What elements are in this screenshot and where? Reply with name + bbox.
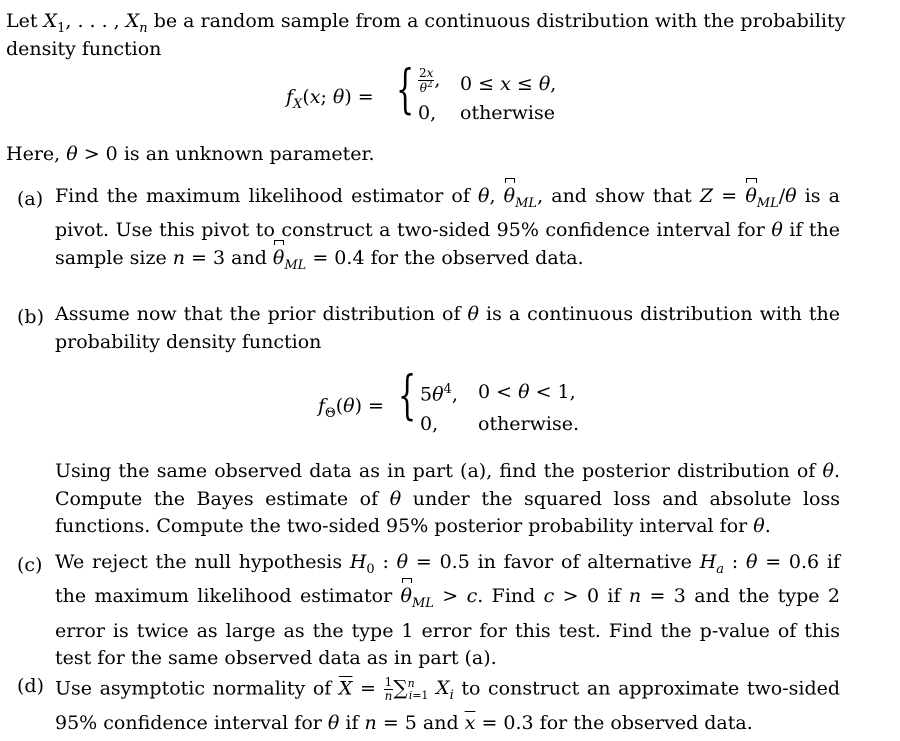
part-c-label: (c) bbox=[17, 554, 43, 576]
pdf-case2-condition: otherwise bbox=[460, 102, 555, 124]
part-c-text: We reject the null hypothesis $H_0$ : θ = 0.5 in favor of alternative $H_a$ : θ = 0.6 if the maximum likelihood estimator $\theta_{ML} > c$. Find c > 0 if n = 3 and the type 2 error is twice as large as the type 1 error for this test. Find the p-value of this test for the same observed data as in part (a). bbox=[55, 551, 841, 670]
here-line: Here, θ > 0 is an unknown parameter. bbox=[6, 143, 375, 165]
part-a-label: (a) bbox=[17, 188, 44, 210]
pdf-brace: { bbox=[396, 60, 415, 120]
part-b-text-2: Using the same observed data as in part (a), find the posterior distribution of θ. Compute the Bayes estimate of θ under the squared loss and absolute loss functions. Compute the two-sided 95% posterior probability interval for θ. bbox=[55, 460, 840, 537]
part-b-label: (b) bbox=[17, 306, 44, 328]
intro-line-2: density function bbox=[6, 38, 162, 60]
prior-case2-value: 0, bbox=[420, 413, 439, 435]
pdf-case2-value: 0, bbox=[418, 102, 437, 124]
prior-lhs: $f_\Theta(\theta)$ = bbox=[318, 395, 384, 421]
part-d-text: Use asymptotic normality of $\overline{X}$ = $\frac{1}{n}$ ∑$^n_{i=1}$ $X_i$ to construct an approximate two-sided 95% confidence interval for θ if n = 5 and $\overline{x} = 0.3$ for the observed data. bbox=[55, 675, 841, 734]
intro-line-1: Let $X_1$, . . . , $X_n$ be a random sample from a continuous distribution with the probability bbox=[6, 10, 846, 36]
prior-brace: { bbox=[398, 366, 417, 426]
prior-case1-condition: 0 < θ < 1, bbox=[478, 381, 576, 403]
prior-case1-value: $5\theta^4$, bbox=[420, 382, 458, 406]
pdf-case1-value: $\frac{2x}{\theta^2}$ , bbox=[419, 66, 441, 95]
pdf-case1-condition: 0 ≤ x ≤ θ, bbox=[460, 73, 557, 95]
pdf-lhs: $f_X(x$; θ) = bbox=[286, 86, 374, 112]
part-a-text: Find the maximum likelihood estimator of θ, $\theta_{ML}$, and show that $Z = \theta_{ML}/\theta$ is a pivot. Use this pivot to construct a two-sided 95% confidence interval for θ if the sample size n = 3 and $\theta_{ML} = 0.4$ for the observed data. bbox=[55, 185, 841, 273]
prior-case2-condition: otherwise. bbox=[478, 413, 580, 435]
part-d-label: (d) bbox=[17, 675, 44, 697]
part-b-text-1: Assume now that the prior distribution of θ is a continuous distribution with the probability density function bbox=[55, 303, 840, 353]
